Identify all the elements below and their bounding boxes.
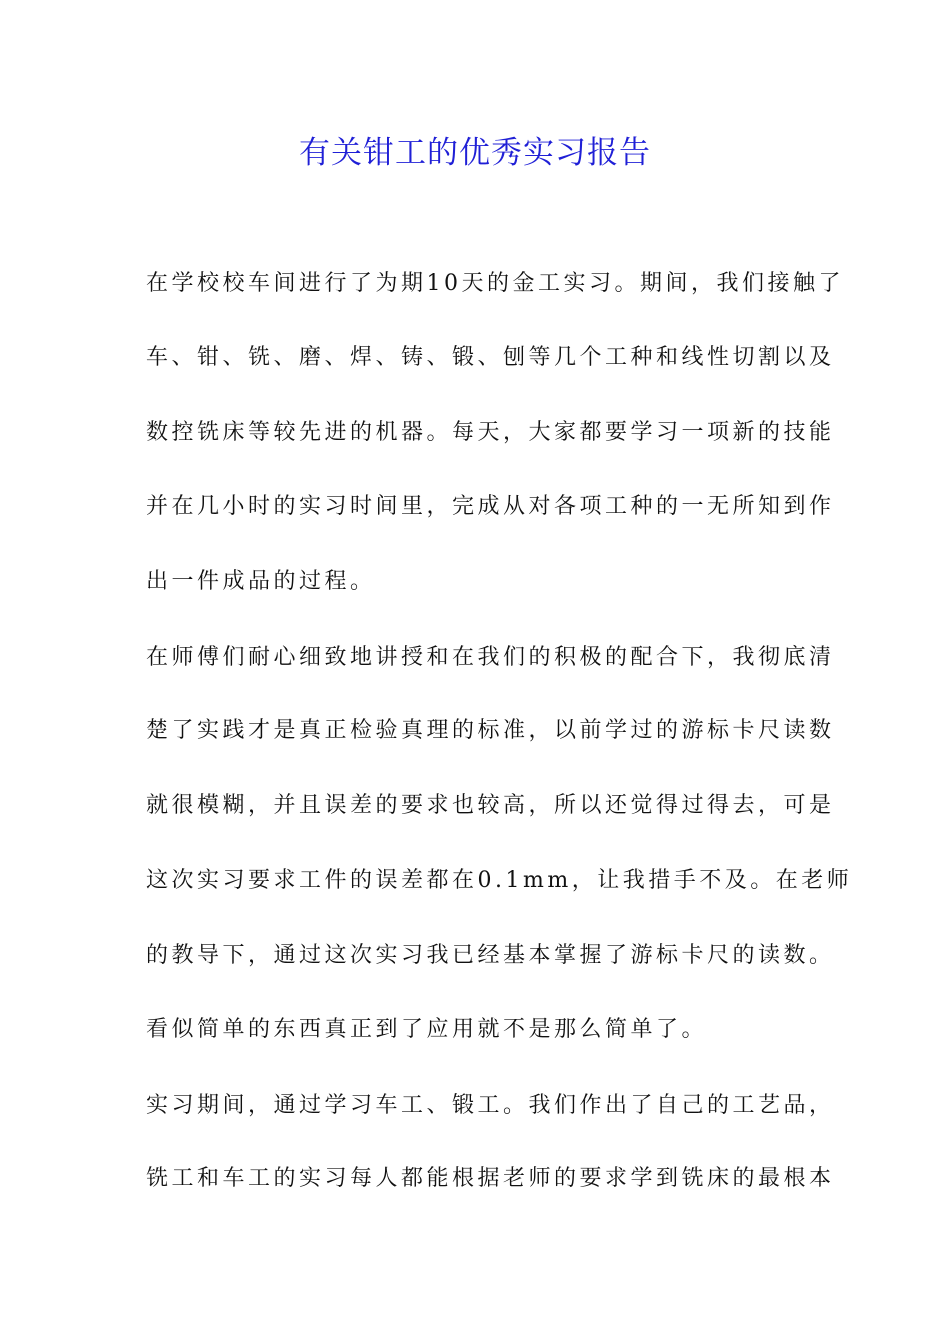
body-line: 并在几小时的实习时间里，完成从对各项工种的一无所知到作 — [146, 494, 835, 519]
body-line: 铣工和车工的实习每人都能根据老师的要求学到铣床的最根本 — [146, 1166, 835, 1191]
body-line: 出一件成品的过程。 — [146, 569, 376, 594]
body-line: 数控铣床等较先进的机器。每天，大家都要学习一项新的技能 — [146, 420, 835, 445]
body-line: 的教导下，通过这次实习我已经基本掌握了游标卡尺的读数。 — [146, 943, 835, 968]
body-line: 就很模糊，并且误差的要求也较高，所以还觉得过得去，可是 — [146, 793, 835, 818]
body-line: 在学校校车间进行了为期10天的金工实习。期间，我们接触了 — [146, 271, 844, 296]
body-line: 看似简单的东西真正到了应用就不是那么简单了。 — [146, 1017, 708, 1042]
body-line: 车、钳、铣、磨、焊、铸、锻、刨等几个工种和线性切割以及 — [146, 345, 835, 370]
body-line: 在师傅们耐心细致地讲授和在我们的积极的配合下，我彻底清 — [146, 645, 835, 670]
body-line: 实习期间，通过学习车工、锻工。我们作出了自己的工艺品， — [146, 1093, 835, 1118]
body-line: 楚了实践才是真正检验真理的标准，以前学过的游标卡尺读数 — [146, 718, 835, 743]
body-line: 这次实习要求工件的误差都在0.1mm，让我措手不及。在老师 — [146, 868, 853, 893]
document-title: 有关钳工的优秀实习报告 — [299, 135, 651, 171]
